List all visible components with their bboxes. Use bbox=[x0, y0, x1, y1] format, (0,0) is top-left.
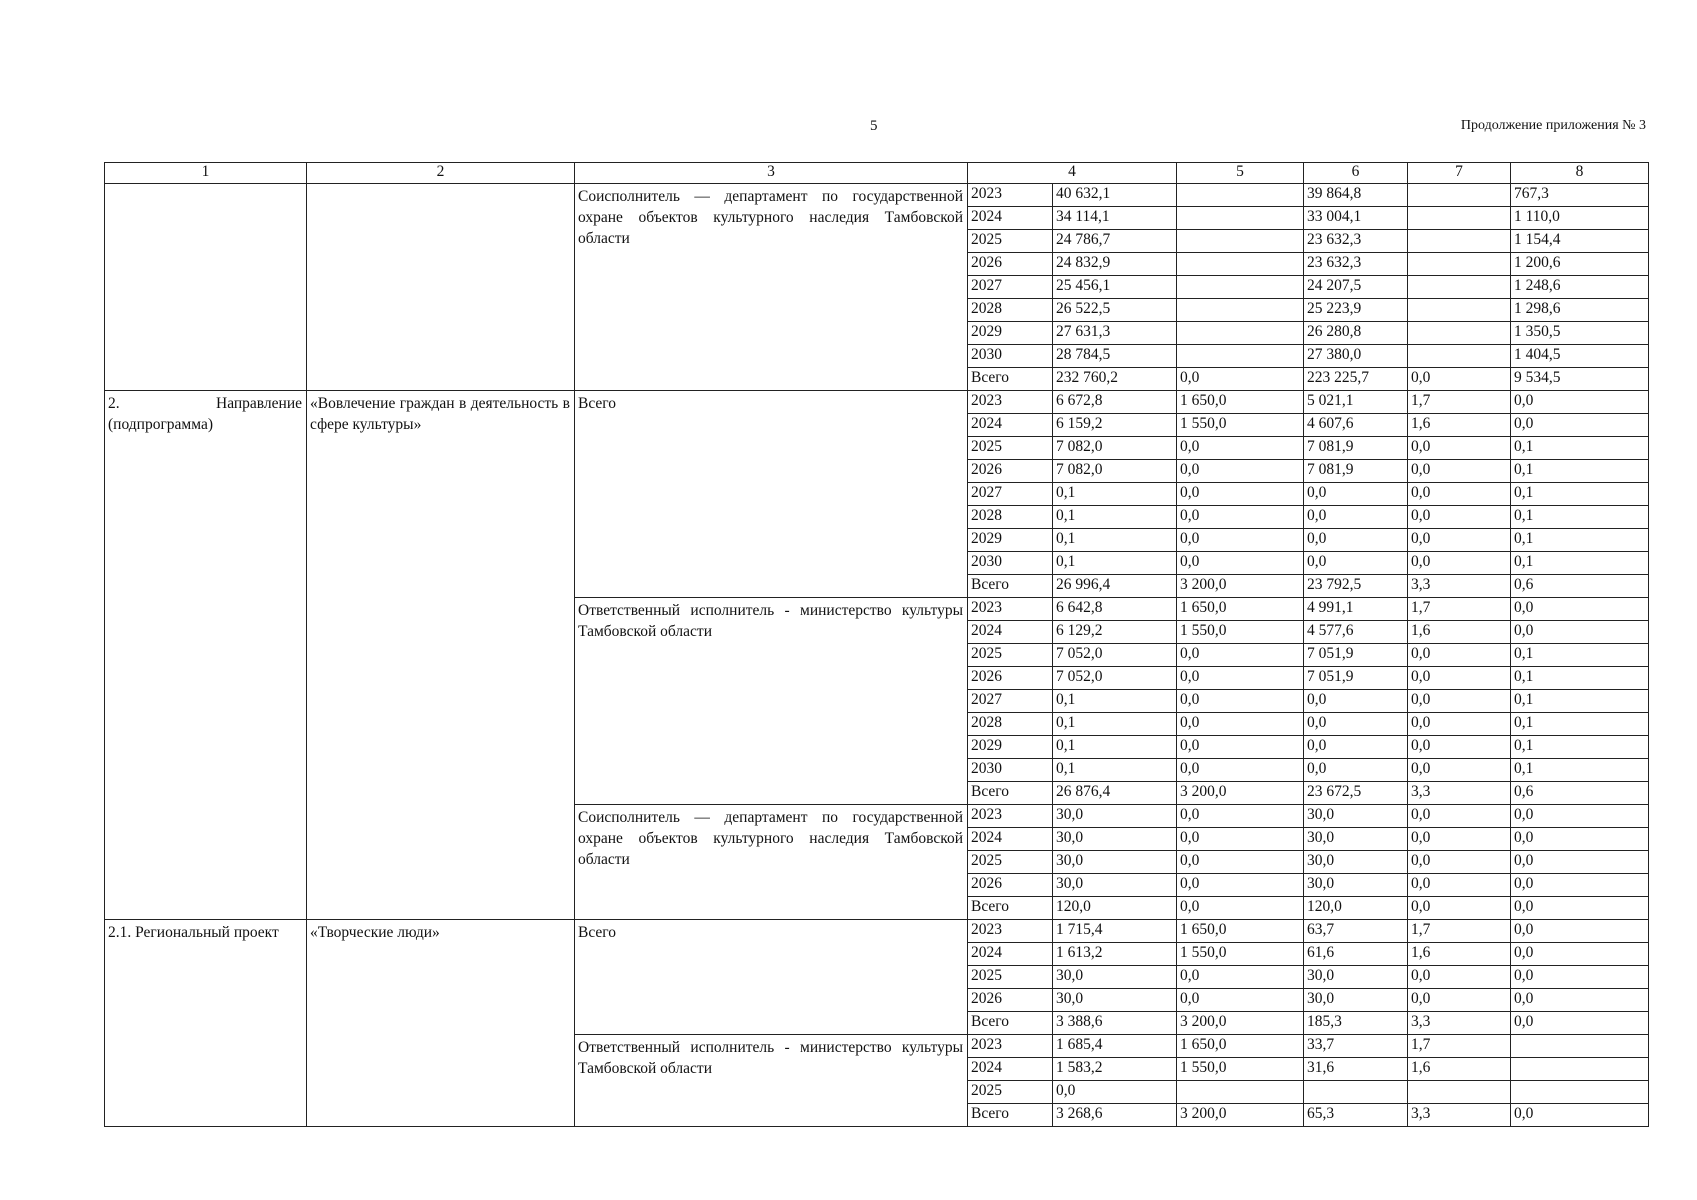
regional-cell: 30,0 bbox=[1304, 805, 1408, 828]
other-cell: 1 350,5 bbox=[1511, 322, 1649, 345]
total-cell: 0,1 bbox=[1053, 506, 1177, 529]
federal-cell: 0,0 bbox=[1177, 483, 1304, 506]
year-cell: 2025 bbox=[968, 966, 1053, 989]
federal-cell bbox=[1177, 230, 1304, 253]
page-number: 5 bbox=[870, 118, 878, 134]
local-cell: 0,0 bbox=[1408, 460, 1511, 483]
year-cell: 2026 bbox=[968, 989, 1053, 1012]
year-cell: 2030 bbox=[968, 345, 1053, 368]
local-cell: 0,0 bbox=[1408, 736, 1511, 759]
year-cell: 2027 bbox=[968, 690, 1053, 713]
header-col-4: 4 bbox=[968, 163, 1177, 184]
total-cell: 3 268,6 bbox=[1053, 1104, 1177, 1127]
program-name-cell: «Вовлечение граждан в деятельность в сфере культуры» bbox=[307, 391, 575, 920]
federal-cell: 0,0 bbox=[1177, 897, 1304, 920]
other-cell: 0,1 bbox=[1511, 690, 1649, 713]
regional-cell: 23 792,5 bbox=[1304, 575, 1408, 598]
federal-cell bbox=[1177, 276, 1304, 299]
federal-cell: 0,0 bbox=[1177, 759, 1304, 782]
year-cell: 2023 bbox=[968, 184, 1053, 207]
year-cell: 2029 bbox=[968, 529, 1053, 552]
other-cell: 0,0 bbox=[1511, 897, 1649, 920]
other-cell: 0,0 bbox=[1511, 414, 1649, 437]
year-cell: Всего bbox=[968, 1104, 1053, 1127]
local-cell bbox=[1408, 299, 1511, 322]
year-cell: 2024 bbox=[968, 943, 1053, 966]
budget-table bbox=[104, 162, 1649, 1127]
total-cell: 0,1 bbox=[1053, 736, 1177, 759]
total-cell: 0,1 bbox=[1053, 690, 1177, 713]
other-cell: 0,1 bbox=[1511, 759, 1649, 782]
header-col-2: 2 bbox=[307, 163, 575, 184]
other-cell: 0,1 bbox=[1511, 483, 1649, 506]
year-cell: 2023 bbox=[968, 1035, 1053, 1058]
local-cell: 1,7 bbox=[1408, 920, 1511, 943]
header-col-7: 7 bbox=[1408, 163, 1511, 184]
total-cell: 24 832,9 bbox=[1053, 253, 1177, 276]
year-cell: 2024 bbox=[968, 828, 1053, 851]
federal-cell bbox=[1177, 1081, 1304, 1104]
local-cell: 3,3 bbox=[1408, 575, 1511, 598]
federal-cell: 1 650,0 bbox=[1177, 1035, 1304, 1058]
header-col-5: 5 bbox=[1177, 163, 1304, 184]
local-cell: 1,7 bbox=[1408, 1035, 1511, 1058]
federal-cell: 1 550,0 bbox=[1177, 621, 1304, 644]
table-row bbox=[105, 391, 1649, 414]
local-cell: 0,0 bbox=[1408, 529, 1511, 552]
regional-cell: 120,0 bbox=[1304, 897, 1408, 920]
year-cell: 2027 bbox=[968, 483, 1053, 506]
federal-cell: 3 200,0 bbox=[1177, 575, 1304, 598]
federal-cell bbox=[1177, 207, 1304, 230]
total-cell: 0,1 bbox=[1053, 713, 1177, 736]
local-cell: 1,6 bbox=[1408, 943, 1511, 966]
total-cell: 30,0 bbox=[1053, 851, 1177, 874]
regional-cell: 30,0 bbox=[1304, 851, 1408, 874]
year-cell: 2026 bbox=[968, 874, 1053, 897]
year-cell: 2028 bbox=[968, 713, 1053, 736]
other-cell: 0,1 bbox=[1511, 529, 1649, 552]
federal-cell bbox=[1177, 184, 1304, 207]
other-cell: 0,0 bbox=[1511, 621, 1649, 644]
regional-cell: 0,0 bbox=[1304, 759, 1408, 782]
other-cell: 0,1 bbox=[1511, 506, 1649, 529]
federal-cell: 0,0 bbox=[1177, 690, 1304, 713]
year-cell: 2024 bbox=[968, 207, 1053, 230]
local-cell: 3,3 bbox=[1408, 782, 1511, 805]
other-cell: 0,1 bbox=[1511, 713, 1649, 736]
local-cell bbox=[1408, 230, 1511, 253]
local-cell bbox=[1408, 276, 1511, 299]
regional-cell: 7 051,9 bbox=[1304, 644, 1408, 667]
regional-cell: 0,0 bbox=[1304, 529, 1408, 552]
year-cell: 2028 bbox=[968, 506, 1053, 529]
total-cell: 0,0 bbox=[1053, 1081, 1177, 1104]
total-cell: 7 082,0 bbox=[1053, 460, 1177, 483]
executor-cell: Ответственный исполнитель - министерство культуры Тамбовской области bbox=[575, 1035, 968, 1127]
other-cell bbox=[1511, 1081, 1649, 1104]
other-cell: 0,0 bbox=[1511, 598, 1649, 621]
local-cell: 0,0 bbox=[1408, 989, 1511, 1012]
year-cell: 2025 bbox=[968, 644, 1053, 667]
year-cell: 2026 bbox=[968, 460, 1053, 483]
other-cell: 0,1 bbox=[1511, 644, 1649, 667]
federal-cell: 0,0 bbox=[1177, 437, 1304, 460]
other-cell: 0,0 bbox=[1511, 851, 1649, 874]
federal-cell: 0,0 bbox=[1177, 552, 1304, 575]
other-cell: 1 404,5 bbox=[1511, 345, 1649, 368]
header-col-3: 3 bbox=[575, 163, 968, 184]
other-cell: 1 248,6 bbox=[1511, 276, 1649, 299]
table-body bbox=[105, 184, 1649, 1127]
federal-cell: 0,0 bbox=[1177, 851, 1304, 874]
other-cell: 0,1 bbox=[1511, 437, 1649, 460]
local-cell: 0,0 bbox=[1408, 368, 1511, 391]
total-cell: 3 388,6 bbox=[1053, 1012, 1177, 1035]
local-cell: 1,7 bbox=[1408, 391, 1511, 414]
local-cell: 1,6 bbox=[1408, 621, 1511, 644]
other-cell: 0,0 bbox=[1511, 874, 1649, 897]
total-cell: 0,1 bbox=[1053, 483, 1177, 506]
header-col-8: 8 bbox=[1511, 163, 1649, 184]
federal-cell: 0,0 bbox=[1177, 460, 1304, 483]
year-cell: 2023 bbox=[968, 920, 1053, 943]
regional-cell: 30,0 bbox=[1304, 874, 1408, 897]
other-cell: 0,0 bbox=[1511, 805, 1649, 828]
federal-cell: 3 200,0 bbox=[1177, 1012, 1304, 1035]
local-cell: 1,6 bbox=[1408, 414, 1511, 437]
year-cell: 2024 bbox=[968, 414, 1053, 437]
federal-cell: 0,0 bbox=[1177, 529, 1304, 552]
header-row bbox=[105, 163, 1649, 184]
regional-cell: 27 380,0 bbox=[1304, 345, 1408, 368]
program-number-cell bbox=[105, 184, 307, 391]
regional-cell: 65,3 bbox=[1304, 1104, 1408, 1127]
federal-cell: 0,0 bbox=[1177, 368, 1304, 391]
year-cell: 2023 bbox=[968, 391, 1053, 414]
total-cell: 0,1 bbox=[1053, 759, 1177, 782]
year-cell: 2029 bbox=[968, 322, 1053, 345]
regional-cell: 23 632,3 bbox=[1304, 230, 1408, 253]
federal-cell: 0,0 bbox=[1177, 805, 1304, 828]
header-col-1: 1 bbox=[105, 163, 307, 184]
executor-cell: Всего bbox=[575, 391, 968, 598]
other-cell: 0,1 bbox=[1511, 460, 1649, 483]
other-cell: 0,1 bbox=[1511, 667, 1649, 690]
federal-cell: 0,0 bbox=[1177, 736, 1304, 759]
total-cell: 1 715,4 bbox=[1053, 920, 1177, 943]
other-cell: 767,3 bbox=[1511, 184, 1649, 207]
total-cell: 6 642,8 bbox=[1053, 598, 1177, 621]
regional-cell: 39 864,8 bbox=[1304, 184, 1408, 207]
regional-cell: 61,6 bbox=[1304, 943, 1408, 966]
total-cell: 30,0 bbox=[1053, 828, 1177, 851]
federal-cell: 1 650,0 bbox=[1177, 391, 1304, 414]
local-cell: 0,0 bbox=[1408, 966, 1511, 989]
year-cell: 2028 bbox=[968, 299, 1053, 322]
executor-cell: Соисполнитель — департамент по государственной охране объектов культурного наследия Тамбовской области bbox=[575, 805, 968, 920]
program-name-cell: «Творческие люди» bbox=[307, 920, 575, 1127]
local-cell bbox=[1408, 253, 1511, 276]
total-cell: 26 522,5 bbox=[1053, 299, 1177, 322]
regional-cell: 25 223,9 bbox=[1304, 299, 1408, 322]
other-cell: 0,1 bbox=[1511, 736, 1649, 759]
regional-cell: 0,0 bbox=[1304, 690, 1408, 713]
total-cell: 6 129,2 bbox=[1053, 621, 1177, 644]
year-cell: 2024 bbox=[968, 1058, 1053, 1081]
other-cell: 1 154,4 bbox=[1511, 230, 1649, 253]
regional-cell: 185,3 bbox=[1304, 1012, 1408, 1035]
local-cell bbox=[1408, 345, 1511, 368]
other-cell: 0,0 bbox=[1511, 966, 1649, 989]
executor-cell: Ответственный исполнитель - министерство культуры Тамбовской области bbox=[575, 598, 968, 805]
total-cell: 6 672,8 bbox=[1053, 391, 1177, 414]
total-cell: 1 613,2 bbox=[1053, 943, 1177, 966]
regional-cell: 31,6 bbox=[1304, 1058, 1408, 1081]
local-cell bbox=[1408, 1081, 1511, 1104]
local-cell: 0,0 bbox=[1408, 667, 1511, 690]
federal-cell: 1 550,0 bbox=[1177, 1058, 1304, 1081]
year-cell: Всего bbox=[968, 897, 1053, 920]
regional-cell: 23 632,3 bbox=[1304, 253, 1408, 276]
total-cell: 24 786,7 bbox=[1053, 230, 1177, 253]
regional-cell: 7 051,9 bbox=[1304, 667, 1408, 690]
year-cell: 2025 bbox=[968, 851, 1053, 874]
program-number-cell: 2. Направление (подпрограмма) bbox=[105, 391, 307, 920]
total-cell: 26 876,4 bbox=[1053, 782, 1177, 805]
federal-cell bbox=[1177, 299, 1304, 322]
executor-cell: Соисполнитель — департамент по государственной охране объектов культурного наследия Тамбовской области bbox=[575, 184, 968, 391]
other-cell: 0,0 bbox=[1511, 1012, 1649, 1035]
local-cell: 1,7 bbox=[1408, 598, 1511, 621]
total-cell: 28 784,5 bbox=[1053, 345, 1177, 368]
regional-cell: 4 577,6 bbox=[1304, 621, 1408, 644]
year-cell: 2025 bbox=[968, 230, 1053, 253]
program-name-cell bbox=[307, 184, 575, 391]
other-cell: 1 298,6 bbox=[1511, 299, 1649, 322]
year-cell: Всего bbox=[968, 1012, 1053, 1035]
other-cell: 0,0 bbox=[1511, 391, 1649, 414]
other-cell: 0,0 bbox=[1511, 920, 1649, 943]
local-cell: 0,0 bbox=[1408, 690, 1511, 713]
regional-cell: 33,7 bbox=[1304, 1035, 1408, 1058]
regional-cell: 7 081,9 bbox=[1304, 437, 1408, 460]
other-cell: 9 534,5 bbox=[1511, 368, 1649, 391]
total-cell: 6 159,2 bbox=[1053, 414, 1177, 437]
regional-cell: 24 207,5 bbox=[1304, 276, 1408, 299]
regional-cell: 26 280,8 bbox=[1304, 322, 1408, 345]
regional-cell: 4 991,1 bbox=[1304, 598, 1408, 621]
federal-cell: 1 550,0 bbox=[1177, 414, 1304, 437]
federal-cell: 0,0 bbox=[1177, 966, 1304, 989]
local-cell: 0,0 bbox=[1408, 644, 1511, 667]
local-cell: 0,0 bbox=[1408, 874, 1511, 897]
executor-cell: Всего bbox=[575, 920, 968, 1035]
table-row bbox=[105, 184, 1649, 207]
other-cell: 0,6 bbox=[1511, 575, 1649, 598]
year-cell: 2026 bbox=[968, 253, 1053, 276]
regional-cell: 30,0 bbox=[1304, 966, 1408, 989]
regional-cell: 30,0 bbox=[1304, 828, 1408, 851]
local-cell: 0,0 bbox=[1408, 851, 1511, 874]
federal-cell bbox=[1177, 253, 1304, 276]
federal-cell: 1 650,0 bbox=[1177, 920, 1304, 943]
regional-cell: 0,0 bbox=[1304, 483, 1408, 506]
federal-cell: 3 200,0 bbox=[1177, 782, 1304, 805]
total-cell: 26 996,4 bbox=[1053, 575, 1177, 598]
regional-cell: 30,0 bbox=[1304, 989, 1408, 1012]
regional-cell: 223 225,7 bbox=[1304, 368, 1408, 391]
year-cell: 2023 bbox=[968, 598, 1053, 621]
regional-cell bbox=[1304, 1081, 1408, 1104]
federal-cell: 0,0 bbox=[1177, 989, 1304, 1012]
federal-cell: 3 200,0 bbox=[1177, 1104, 1304, 1127]
year-cell: 2026 bbox=[968, 667, 1053, 690]
total-cell: 30,0 bbox=[1053, 989, 1177, 1012]
total-cell: 7 052,0 bbox=[1053, 667, 1177, 690]
federal-cell bbox=[1177, 322, 1304, 345]
local-cell: 3,3 bbox=[1408, 1104, 1511, 1127]
total-cell: 7 082,0 bbox=[1053, 437, 1177, 460]
total-cell: 25 456,1 bbox=[1053, 276, 1177, 299]
year-cell: Всего bbox=[968, 782, 1053, 805]
federal-cell: 1 550,0 bbox=[1177, 943, 1304, 966]
year-cell: Всего bbox=[968, 368, 1053, 391]
local-cell: 0,0 bbox=[1408, 483, 1511, 506]
total-cell: 30,0 bbox=[1053, 805, 1177, 828]
total-cell: 30,0 bbox=[1053, 874, 1177, 897]
local-cell: 0,0 bbox=[1408, 713, 1511, 736]
table-row bbox=[105, 920, 1649, 943]
year-cell: 2025 bbox=[968, 437, 1053, 460]
other-cell bbox=[1511, 1058, 1649, 1081]
year-cell: 2027 bbox=[968, 276, 1053, 299]
other-cell: 1 110,0 bbox=[1511, 207, 1649, 230]
federal-cell: 0,0 bbox=[1177, 713, 1304, 736]
other-cell: 0,0 bbox=[1511, 828, 1649, 851]
total-cell: 232 760,2 bbox=[1053, 368, 1177, 391]
regional-cell: 0,0 bbox=[1304, 506, 1408, 529]
year-cell: 2030 bbox=[968, 759, 1053, 782]
other-cell: 0,0 bbox=[1511, 1104, 1649, 1127]
local-cell: 0,0 bbox=[1408, 828, 1511, 851]
total-cell: 1 583,2 bbox=[1053, 1058, 1177, 1081]
other-cell: 0,1 bbox=[1511, 552, 1649, 575]
regional-cell: 0,0 bbox=[1304, 713, 1408, 736]
regional-cell: 0,0 bbox=[1304, 736, 1408, 759]
federal-cell: 0,0 bbox=[1177, 828, 1304, 851]
other-cell: 1 200,6 bbox=[1511, 253, 1649, 276]
regional-cell: 23 672,5 bbox=[1304, 782, 1408, 805]
regional-cell: 0,0 bbox=[1304, 552, 1408, 575]
year-cell: 2025 bbox=[968, 1081, 1053, 1104]
total-cell: 40 632,1 bbox=[1053, 184, 1177, 207]
local-cell: 1,6 bbox=[1408, 1058, 1511, 1081]
year-cell: 2029 bbox=[968, 736, 1053, 759]
total-cell: 120,0 bbox=[1053, 897, 1177, 920]
regional-cell: 7 081,9 bbox=[1304, 460, 1408, 483]
local-cell bbox=[1408, 184, 1511, 207]
year-cell: 2023 bbox=[968, 805, 1053, 828]
federal-cell bbox=[1177, 345, 1304, 368]
other-cell: 0,6 bbox=[1511, 782, 1649, 805]
regional-cell: 63,7 bbox=[1304, 920, 1408, 943]
year-cell: 2024 bbox=[968, 621, 1053, 644]
total-cell: 27 631,3 bbox=[1053, 322, 1177, 345]
local-cell bbox=[1408, 322, 1511, 345]
federal-cell: 1 650,0 bbox=[1177, 598, 1304, 621]
local-cell: 3,3 bbox=[1408, 1012, 1511, 1035]
local-cell: 0,0 bbox=[1408, 552, 1511, 575]
total-cell: 34 114,1 bbox=[1053, 207, 1177, 230]
local-cell: 0,0 bbox=[1408, 437, 1511, 460]
local-cell: 0,0 bbox=[1408, 897, 1511, 920]
total-cell: 1 685,4 bbox=[1053, 1035, 1177, 1058]
federal-cell: 0,0 bbox=[1177, 667, 1304, 690]
total-cell: 30,0 bbox=[1053, 966, 1177, 989]
regional-cell: 5 021,1 bbox=[1304, 391, 1408, 414]
regional-cell: 33 004,1 bbox=[1304, 207, 1408, 230]
continuation-label: Продолжение приложения № 3 bbox=[1460, 118, 1646, 133]
local-cell bbox=[1408, 207, 1511, 230]
local-cell: 0,0 bbox=[1408, 506, 1511, 529]
local-cell: 0,0 bbox=[1408, 805, 1511, 828]
federal-cell: 0,0 bbox=[1177, 644, 1304, 667]
year-cell: 2030 bbox=[968, 552, 1053, 575]
other-cell bbox=[1511, 1035, 1649, 1058]
local-cell: 0,0 bbox=[1408, 759, 1511, 782]
federal-cell: 0,0 bbox=[1177, 874, 1304, 897]
total-cell: 0,1 bbox=[1053, 529, 1177, 552]
other-cell: 0,0 bbox=[1511, 943, 1649, 966]
other-cell: 0,0 bbox=[1511, 989, 1649, 1012]
federal-cell: 0,0 bbox=[1177, 506, 1304, 529]
program-number-cell: 2.1. Региональный проект bbox=[105, 920, 307, 1127]
total-cell: 7 052,0 bbox=[1053, 644, 1177, 667]
header-col-6: 6 bbox=[1304, 163, 1408, 184]
total-cell: 0,1 bbox=[1053, 552, 1177, 575]
year-cell: Всего bbox=[968, 575, 1053, 598]
regional-cell: 4 607,6 bbox=[1304, 414, 1408, 437]
